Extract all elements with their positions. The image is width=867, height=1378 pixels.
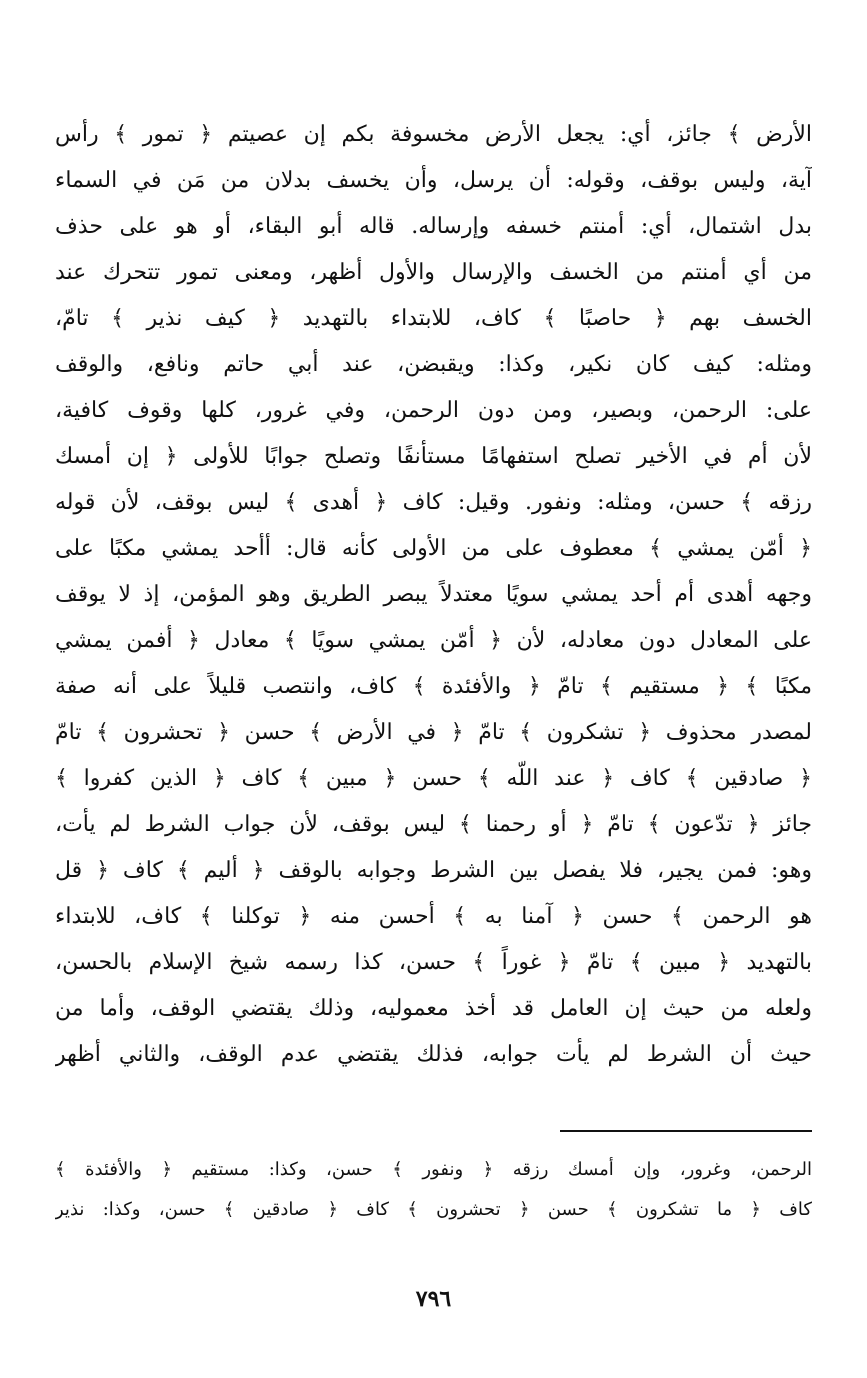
main-text	[55, 112, 812, 1078]
text-line: من أي أمنتم من الخسف والإرسال والأول أظهر، ومعنى تمور تتحرك عند	[55, 260, 812, 285]
text-line: هو الرحمن ﴾ حسن ﴿ آمنا به ﴾ أحسن منه ﴿ توكلنا ﴾ كاف، للابتداء	[55, 904, 812, 929]
text-line: على المعادل دون معادله، لأن ﴿ أمّن يمشي سويًا ﴾ معادل ﴿ أفمن يمشي	[55, 628, 812, 653]
text-line: حيث أن الشرط لم يأت جوابه، فذلك يقتضي عدم الوقف، والثاني أظهر	[55, 1042, 812, 1067]
page-number: ٧٩٦	[415, 1286, 452, 1312]
text-line: ولعله من حيث إن العامل قد أخذ معموليه، وذلك يقتضي الوقف، وأما من	[55, 996, 812, 1021]
text-line: الأرض ﴾ جائز، أي: يجعل الأرض مخسوفة بكم إن عصيتم ﴿ تمور ﴾ رأس	[55, 122, 812, 147]
text-line: بدل اشتمال، أي: أمنتم خسفه وإرساله. قاله أبو البقاء، أو هو على حذف	[55, 214, 812, 239]
text-line: على: الرحمن، وبصير، ومن دون الرحمن، وفي غرور، كلها وقوف كافية،	[55, 398, 812, 423]
text-line: جائز ﴿ تدّعون ﴾ تامّ ﴿ أو رحمنا ﴾ ليس بوقف، لأن جواب الشرط لم يأت،	[55, 812, 812, 837]
text-line: لأن أم في الأخير تصلح استفهامًا مستأنفًا وتصلح جوابًا للأولى ﴿ إن أمسك	[55, 444, 812, 469]
text-line: وجهه أهدى أم أحد يمشي سويًا معتدلاً يبصر الطريق وهو المؤمن، إذ لا يوقف	[55, 582, 812, 607]
text-line: مكبًا ﴾ ﴿ مستقيم ﴾ تامّ ﴿ والأفئدة ﴾ كاف، وانتصب قليلاً على أنه صفة	[55, 674, 812, 699]
text-line: ﴿ صادقين ﴾ كاف ﴿ عند اللّه ﴾ حسن ﴿ مبين ﴾ كاف ﴿ الذين كفروا ﴾	[55, 766, 812, 791]
footnote-line: كاف ﴿ ما تشكرون ﴾ حسن ﴿ تحشرون ﴾ كاف ﴿ صادقين ﴾ حسن، وكذا: نذير	[55, 1199, 812, 1220]
text-line: رزقه ﴾ حسن، ومثله: ونفور. وقيل: كاف ﴿ أهدى ﴾ ليس بوقف، لأن قوله	[55, 490, 812, 515]
text-line: الخسف بهم ﴿ حاصبًا ﴾ كاف، للابتداء بالتهديد ﴿ كيف نذير ﴾ تامّ،	[55, 306, 812, 331]
text-line: لمصدر محذوف ﴿ تشكرون ﴾ تامّ ﴿ في الأرض ﴾ حسن ﴿ تحشرون ﴾ تامّ	[55, 720, 812, 745]
footnote-line: الرحمن، وغرور، وإن أمسك رزقه ﴿ ونفور ﴾ حسن، وكذا: مستقيم ﴿ والأفئدة ﴾	[55, 1159, 812, 1180]
footnote-separator	[560, 1130, 812, 1132]
text-line: بالتهديد ﴿ مبين ﴾ تامّ ﴿ غوراً ﴾ حسن، كذا رسمه شيخ الإسلام بالحسن،	[55, 950, 812, 975]
footnotes	[55, 1150, 812, 1230]
text-line: ومثله: كيف كان نكير، وكذا: ويقبضن، عند أبي حاتم ونافع، والوقف	[55, 352, 812, 377]
text-line: ﴿ أمّن يمشي ﴾ معطوف على من الأولى كأنه قال: أأحد يمشي مكبًا على	[55, 536, 812, 561]
text-line: آية، وليس بوقف، وقوله: أن يرسل، وأن يخسف بدلان من مَن في السماء	[55, 168, 812, 193]
text-line: وهو: فمن يجير، فلا يفصل بين الشرط وجوابه بالوقف ﴿ أليم ﴾ كاف ﴿ قل	[55, 858, 812, 883]
